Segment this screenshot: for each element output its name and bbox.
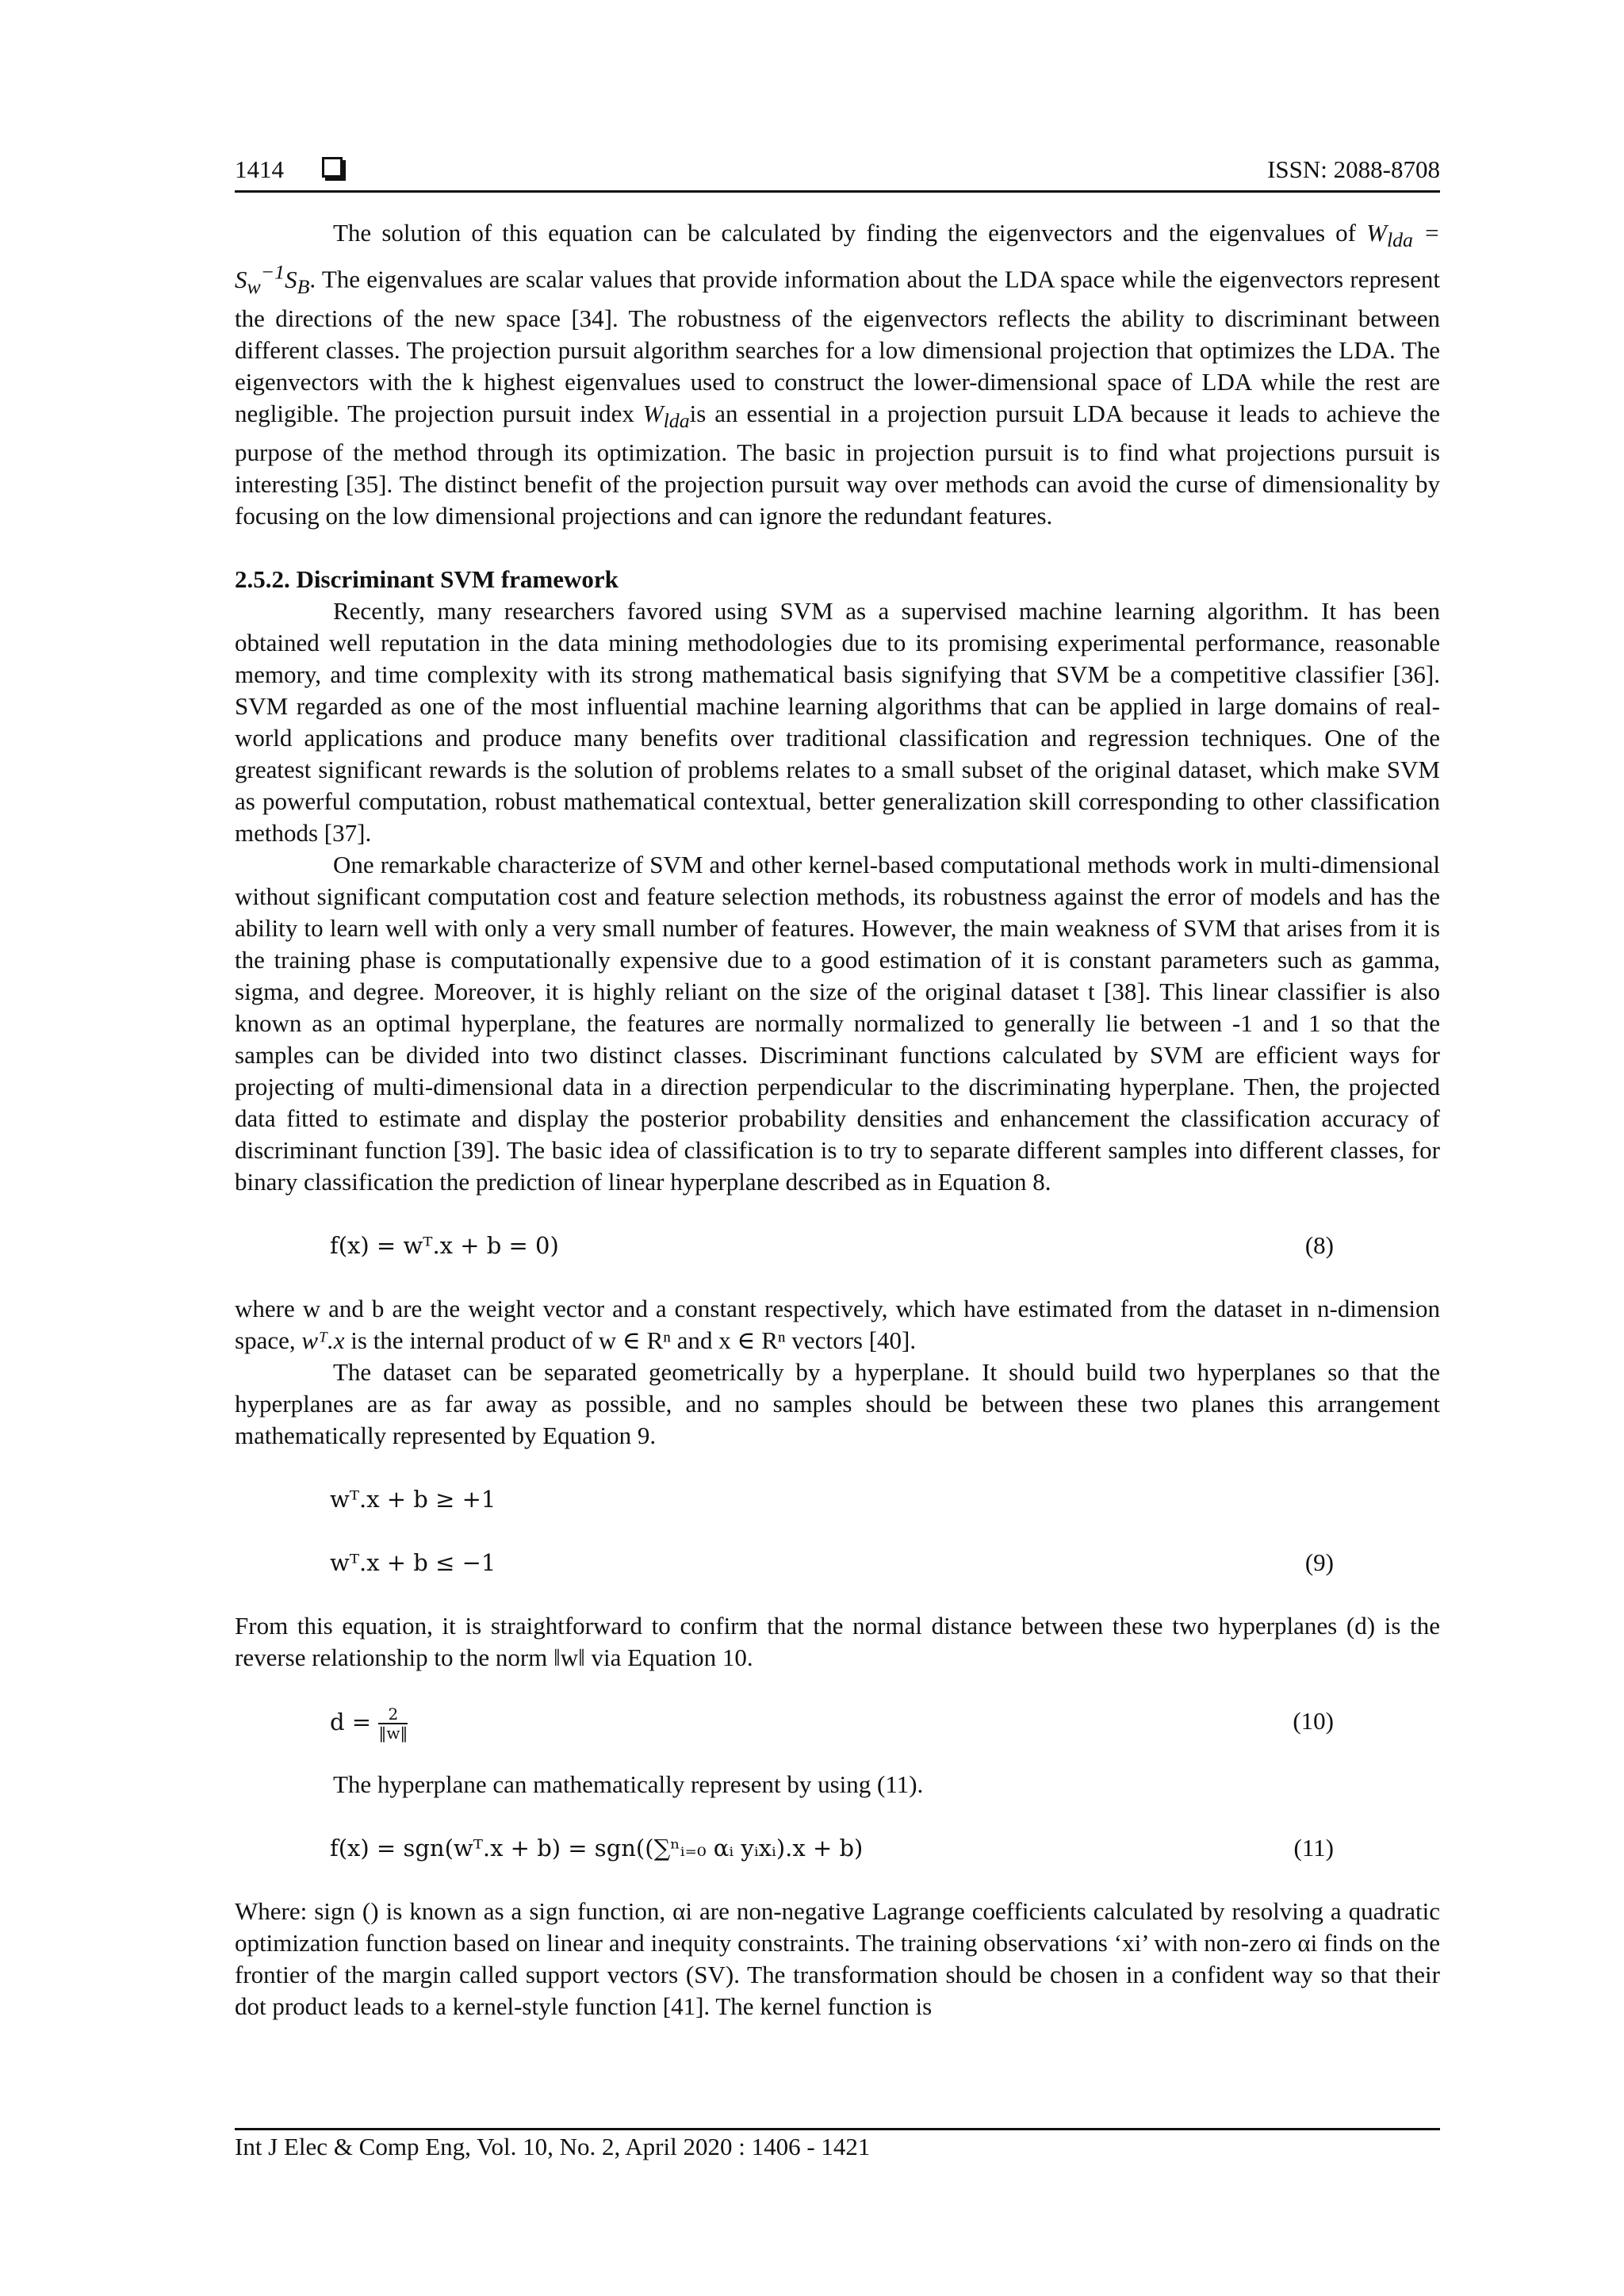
equation-8-expr: f(x) = wᵀ.x + b = 0) xyxy=(330,1231,559,1259)
equation-8 xyxy=(235,1230,1440,1261)
section-heading: 2.5.2. Discriminant SVM framework xyxy=(235,564,619,593)
equation-11-expr: f(x) = sgn(wᵀ.x + b) = sgn((∑ⁿᵢ₌₀ αᵢ yᵢxᵢ).x + b) xyxy=(330,1834,864,1862)
paragraph-hyperplanes: The dataset can be separated geometrically by a hyperplane. It should build two hyperplanes so that the hyperplanes are as far away as possible, and no samples should be between these two planes this arrangement mathematically represented by Equation 9. xyxy=(235,1357,1440,1449)
equation-10: d = $\frac{2}{‖w‖}$ (10) xyxy=(330,1704,1334,1743)
footer-rule xyxy=(235,2128,1440,2130)
paragraph-weight-vector: where w and b are the weight vector and a constant respectively, which have estimated from the dataset in n-dimension space, wᵀ.x is the internal product of w ∈ Rⁿ and x ∈ Rⁿ vectors [40]. xyxy=(235,1294,1440,1354)
footer-citation: Int J Elec & Comp Eng, Vol. 10, No. 2, April 2020 : 1406 - 1421 xyxy=(235,2133,871,2160)
paragraph-sign-function: Where: sign () is known as a sign function, αi are non-negative Lagrange coefficients calculated by resolving a quadratic optimization function based on linear and inequity constraints. The training observations ‘xi’ with non-zero αi finds on the frontier of the margin called support vectors (SV). The transformation should be chosen in a confident way so that their dot product leads to a kernel-style function [41]. The kernel function is xyxy=(235,1896,1440,2020)
fraction: $\frac{2}{‖w‖}$ xyxy=(378,1704,408,1743)
paragraph-svm-characterize: One remarkable characterize of SVM and other kernel-based computational methods work in multi-dimensional without significant computation cost and feature selection methods, its robustness against the error of models and has the ability to learn well with only a very small number of features. However, the main weakness of SVM that arises from it is the training phase is computationally expensive due to a good estimation of it is constant parameters such as gamma, sigma, and degree. Moreover, it is highly reliant on the size of the original dataset t [38]. This linear classifier is also known as an optimal hyperplane, the features are normally normalized to generally lie between -1 and 1 so that the samples can be divided into two distinct classes. Discriminant functions calculated by SVM are efficient ways for projecting of multi-dimensional data in a direction perpendicular to the discriminating hyperplane. Then, the projected data fitted to estimate and display the posterior probability densities and enhancement the classification accuracy of discriminant function [39]. The basic idea of classification is to try to separate different samples into different classes, for binary classification the prediction of linear hyperplane described as in Equation 8. xyxy=(235,850,1440,1196)
math-wlda: $W_{lda}$ xyxy=(642,399,690,432)
page-header xyxy=(235,155,1440,193)
checkbox-square-icon xyxy=(322,157,343,178)
issn: ISSN: 2088-8708 xyxy=(1267,155,1440,183)
equation-11 xyxy=(235,1832,1440,1864)
equation-9-number: (9) xyxy=(1304,1548,1334,1576)
equation-9-line-1: wᵀ.x + b ≥ +1 xyxy=(330,1485,496,1513)
paragraph-distance: From this equation, it is straightforward to confirm that the normal distance between these two hyperplanes (d) is the reverse relationship to the norm ‖w‖ via Equation 10. xyxy=(235,1611,1440,1671)
equation-9-line-2: wᵀ.x + b ≤ −1 (9) xyxy=(235,1547,1440,1578)
paragraph-svm-intro: Recently, many researchers favored using SVM as a supervised machine learning algorithm. It has been obtained well reputation in the data mining methodologies due to its promising experimental performance, reasonable memory, and time complexity with its strong mathematical basis signifying that SVM be a competitive classifier [36]. SVM regarded as one of the most influential machine learning algorithms that can be applied in large domains of real-world applications and produce many benefits over traditional classification and regression techniques. One of the greatest significant rewards is the solution of problems relates to a small subset of the original dataset, which make SVM as powerful computation, robust mathematical contextual, better generalization skill corresponding to other classification methods [37]. xyxy=(235,596,1440,847)
equation-8-number: (8) xyxy=(1304,1230,1334,1259)
equation-10-number: (10) xyxy=(1293,1706,1334,1735)
paragraph-lda: The solution of this equation can be calculated by finding the eigenvectors and the eigenvalues of $W_{lda} = S_w^{-1}S_B$. The eigenvalues are scalar values that provide information about the LDA space while the eigenvectors represent the directions of the new space [34]. The robustness of the eigenvectors reflects the ability to discriminant between different classes. The projection pursuit algorithm searches for a low dimensional projection that optimizes the LDA. The eigenvectors with the k highest eigenvalues used to construct the lower-dimensional space of LDA while the rest are negligible. The projection pursuit index $W_{lda}is$ an essential in a projection pursuit LDA because it leads to achieve the purpose of the method through its optimization. The basic in projection pursuit is to find what projections pursuit is interesting [35]. The distinct benefit of the projection pursuit way over methods can avoid the curse of dimensionality by focusing on the low dimensional projections and can ignore the redundant features. xyxy=(235,219,1440,530)
paragraph-hyperplane-represent: The hyperplane can mathematically represent by using (11). xyxy=(333,1770,924,1798)
header-rule xyxy=(235,190,1440,193)
equation-11-number: (11) xyxy=(1293,1833,1334,1862)
page-number: 1414 xyxy=(235,155,284,183)
page-body xyxy=(235,217,1440,2022)
math-wlda-eq: $W_{lda} = S_w^{-1}S_B$ xyxy=(235,219,1440,298)
